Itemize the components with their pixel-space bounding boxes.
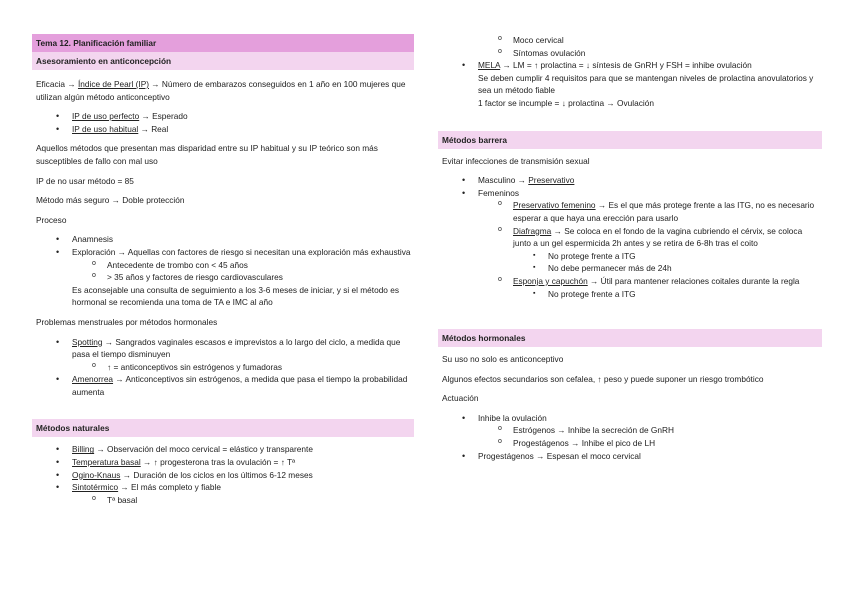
- left-column: [32, 34, 414, 513]
- list-barrera: [438, 174, 822, 300]
- list-item: o Estrógenos → Inhibe la secreción de GnRH: [438, 424, 822, 437]
- section-header-metodos-barrera: Métodos barrera: [438, 131, 822, 149]
- list-problemas: [32, 336, 414, 399]
- list-item: • MELA → LM = ↑ prolactina = ↓ síntesis de GnRH y FSH = inhibe ovulación: [438, 59, 822, 72]
- list-item: o Moco cervical: [438, 34, 822, 47]
- list-item: • Temperatura basal → ↑ progesterona tras la ovulación = ↑ Tª: [32, 456, 414, 469]
- list-sintotermico-cont: [438, 34, 822, 72]
- list-ip: [32, 110, 414, 135]
- list-item: • Spotting → Sangrados vaginales escasos e imprevistos a lo largo del ciclo, a medida que pasa el tiempo disminuyen: [32, 336, 414, 361]
- paragraph-metodo-seguro: Método más seguro → Doble protección: [36, 195, 185, 206]
- list-item: ▪ No protege frente a ITG: [438, 288, 822, 301]
- paragraph-problemas: Problemas menstruales por métodos hormonales: [36, 316, 218, 327]
- list-item: o Progestágenos → Inhibe el pico de LH: [438, 437, 822, 450]
- paragraph-consulta: Es aconsejable una consulta de seguimiento a los 3-6 meses de iniciar, y si el método es hormonal se recomienda una toma de TA e IMC al año: [72, 284, 399, 308]
- list-item: o > 35 años y factores de riesgo cardiovasculares: [32, 271, 414, 284]
- paragraph-mela: Se deben cumplir 4 requisitos para que se mantengan niveles de prolactina anovulatorios y sea un método fiable 1 factor se incumple = ↓ prolactina → Ovulación: [478, 72, 814, 108]
- section-header-metodos-naturales: Métodos naturales: [32, 419, 414, 437]
- list-item: o Tª basal: [32, 494, 414, 507]
- list-item: • Masculino → Preservativo: [438, 174, 822, 187]
- list-item: • Femeninos: [438, 187, 822, 200]
- list-item: • IP de uso habitual → Real: [32, 123, 414, 136]
- list-item: o Síntomas ovulación: [438, 47, 822, 60]
- list-item: o Antecedente de trombo con < 45 años: [32, 259, 414, 272]
- paragraph-disparidad: Aquellos métodos que presentan mas disparidad entre su IP habitual y su IP teórico son más susceptibles de fallo con mal uso: [36, 143, 378, 166]
- page-title: Tema 12. Planificación familiar: [32, 34, 414, 52]
- paragraph-uso: Su uso no solo es anticonceptivo: [442, 354, 564, 365]
- list-item: o Preservativo femenino → Es el que más protege frente a las ITG, no es necesario esperar a que haya una erección para usarlo: [438, 199, 822, 224]
- paragraph-actuacion: Actuación: [442, 393, 479, 404]
- list-item: • Inhibe la ovulación: [438, 412, 822, 425]
- right-column: [438, 34, 822, 469]
- paragraph-ip-no-usar: IP de no usar método = 85: [36, 175, 134, 186]
- list-item: ▪ No protege frente a ITG: [438, 250, 822, 263]
- paragraph-efectos: Algunos efectos secundarios son cefalea, ↑ peso y puede suponer un riesgo trombótico: [442, 373, 764, 384]
- list-item: o ↑ = anticonceptivos sin estrógenos y fumadoras: [32, 361, 414, 374]
- list-item: • Anamnesis: [32, 233, 414, 246]
- list-item: o Esponja y capuchón → Útil para mantener relaciones coitales durante la regla: [438, 275, 822, 288]
- list-proceso: [32, 233, 414, 283]
- list-actuacion: [438, 412, 822, 462]
- list-item: • Amenorrea → Anticonceptivos sin estrógenos, a medida que pasa el tiempo la probabilidad aumenta: [32, 373, 414, 398]
- list-item: ▪ No debe permanecer más de 24h: [438, 262, 822, 275]
- section-header-asesoramiento: Asesoramiento en anticoncepción: [32, 52, 414, 70]
- list-item: • Ogino-Knaus → Duración de los ciclos en los últimos 6-12 meses: [32, 469, 414, 482]
- paragraph-eficacia: Eficacia → Índice de Pearl (IP) → Número de embarazos conseguidos en 1 año en 100 mujeres que utilizan algún método anticonceptivo: [36, 79, 406, 102]
- paragraph-evitar: Evitar infecciones de transmisión sexual: [442, 155, 590, 166]
- list-item: o Diafragma → Se coloca en el fondo de la vagina cubriendo el cérvix, se coloca junto a un gel espermicida 2h antes y se retira de 6-8h tras el coito: [438, 225, 822, 250]
- paragraph-proceso: Proceso: [36, 214, 67, 225]
- list-item: • Progestágenos → Espesan el moco cervical: [438, 450, 822, 463]
- list-naturales: [32, 443, 414, 506]
- list-item: • Sintotérmico → El más completo y fiable: [32, 481, 414, 494]
- list-item: • Exploración → Aquellas con factores de riesgo si necesitan una exploración más exhaustiva: [32, 246, 414, 259]
- list-item: • Billing → Observación del moco cervical = elástico y transparente: [32, 443, 414, 456]
- section-header-metodos-hormonales: Métodos hormonales: [438, 329, 822, 347]
- list-item: • IP de uso perfecto → Esperado: [32, 110, 414, 123]
